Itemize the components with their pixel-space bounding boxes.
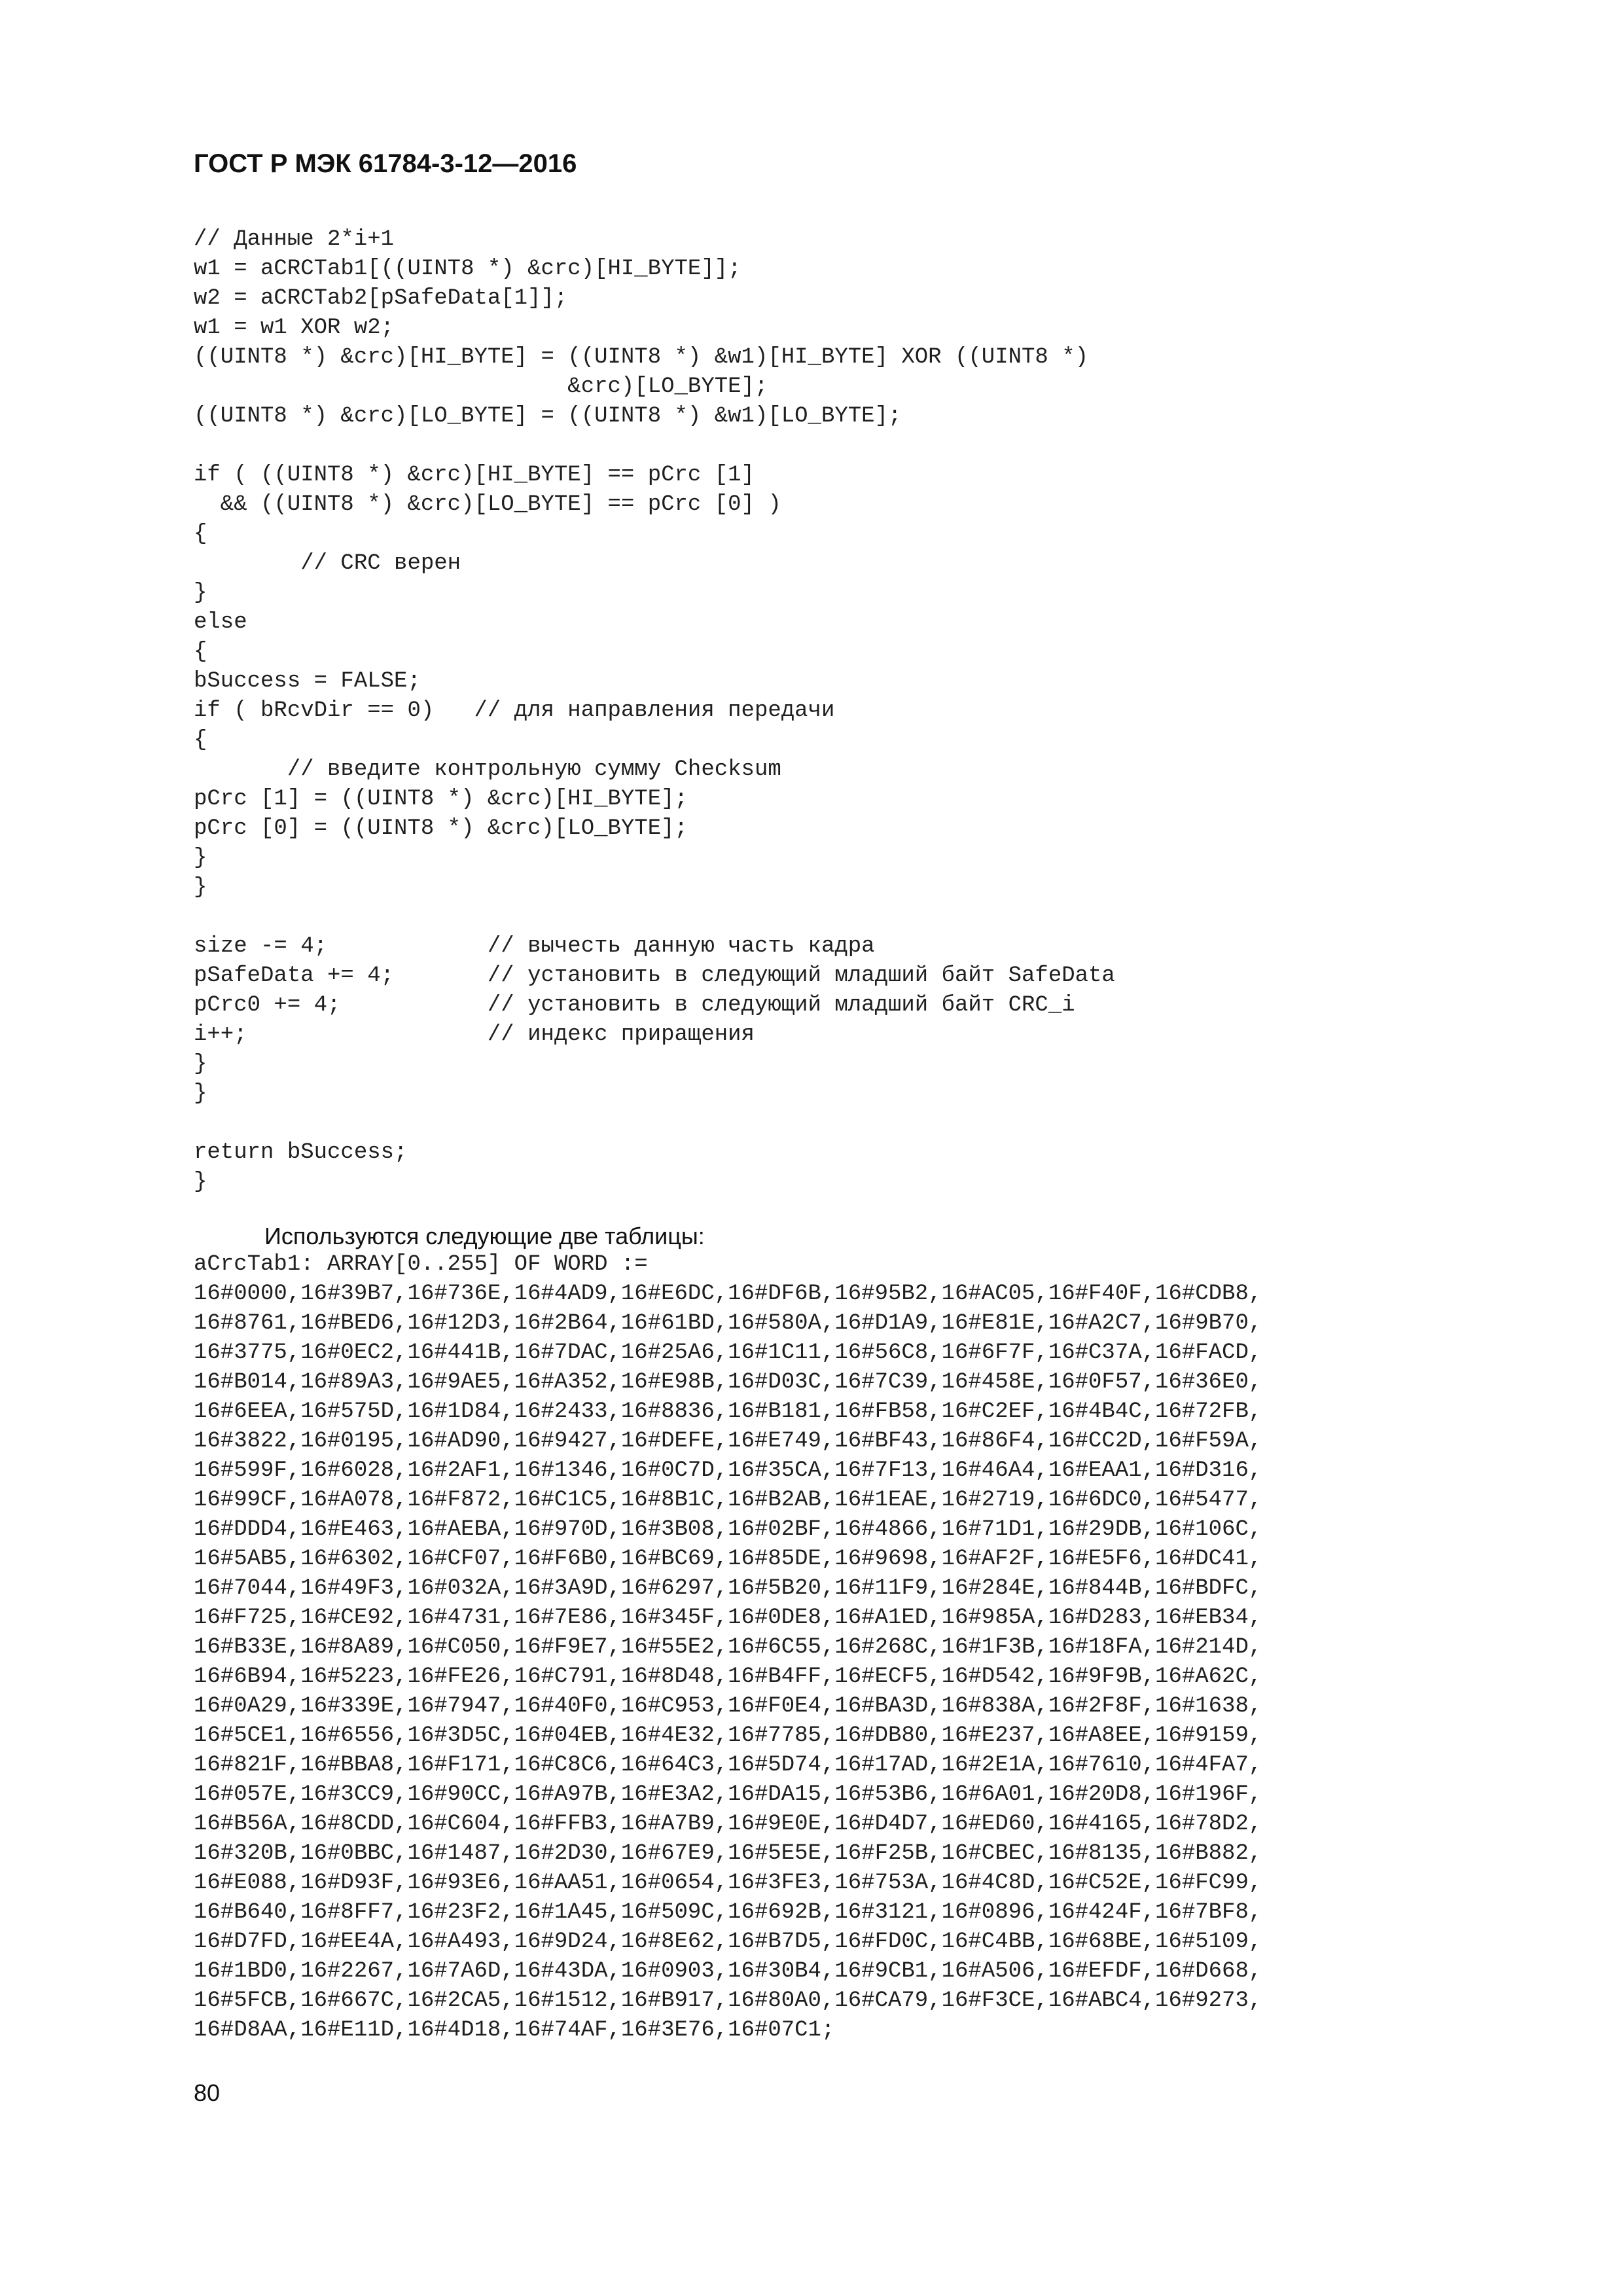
code-line: && ((UINT8 *) &crc)[LO_BYTE] == pCrc [0] ): [194, 492, 781, 517]
table-line: 16#6B94,16#5223,16#FE26,16#C791,16#8D48,16#B4FF,16#ECF5,16#D542,16#9F9B,16#A62C,: [194, 1664, 1262, 1689]
table-line: 16#8761,16#BED6,16#12D3,16#2B64,16#61BD,16#580A,16#D1A9,16#E81E,16#A2C7,16#9B70,: [194, 1311, 1262, 1336]
table-line: 16#99CF,16#A078,16#F872,16#C1C5,16#8B1C,16#B2AB,16#1EAE,16#2719,16#6DC0,16#5477,: [194, 1488, 1262, 1513]
code-line: pCrc [1] = ((UINT8 *) &crc)[HI_BYTE];: [194, 787, 688, 812]
table-line: 16#D7FD,16#EE4A,16#A493,16#9D24,16#8E62,16#B7D5,16#FD0C,16#C4BB,16#68BE,16#5109,: [194, 1929, 1262, 1954]
code-line: w2 = aCRCTab2[pSafeData[1]];: [194, 286, 568, 311]
code-listing: [194, 225, 1115, 1197]
code-line: // Данные 2*i+1: [194, 227, 395, 252]
code-line: if ( bRcvDir == 0) // для направления передачи: [194, 698, 835, 723]
code-line: if ( ((UINT8 *) &crc)[HI_BYTE] == pCrc [1]: [194, 463, 755, 488]
table-line: 16#1BD0,16#2267,16#7A6D,16#43DA,16#0903,16#30B4,16#9CB1,16#A506,16#EFDF,16#D668,: [194, 1959, 1262, 1984]
crc-table-listing: [194, 1250, 1262, 2045]
table-line: 16#5FCB,16#667C,16#2CA5,16#1512,16#B917,16#80A0,16#CA79,16#F3CE,16#ABC4,16#9273,: [194, 1988, 1262, 2013]
table-line: 16#D8AA,16#E11D,16#4D18,16#74AF,16#3E76,16#07C1;: [194, 2018, 835, 2043]
table-line: 16#5CE1,16#6556,16#3D5C,16#04EB,16#4E32,16#7785,16#DB80,16#E237,16#A8EE,16#9159,: [194, 1723, 1262, 1748]
table-line: 16#B56A,16#8CDD,16#C604,16#FFB3,16#A7B9,16#9E0E,16#D4D7,16#ED60,16#4165,16#78D2,: [194, 1812, 1262, 1837]
table-line: 16#5AB5,16#6302,16#CF07,16#F6B0,16#BC69,16#85DE,16#9698,16#AF2F,16#E5F6,16#DC41,: [194, 1547, 1262, 1571]
code-line: size -= 4; // вычесть данную часть кадра: [194, 934, 875, 959]
code-line: // CRC верен: [194, 551, 461, 576]
code-line: [194, 431, 1115, 461]
code-line: }: [194, 581, 207, 605]
code-line: {: [194, 639, 207, 664]
table-line: 16#3775,16#0EC2,16#441B,16#7DAC,16#25A6,16#1C11,16#56C8,16#6F7F,16#C37A,16#FACD,: [194, 1340, 1262, 1365]
code-line: {: [194, 728, 207, 753]
table-line: 16#B33E,16#8A89,16#C050,16#F9E7,16#55E2,16#6C55,16#268C,16#1F3B,16#18FA,16#214D,: [194, 1635, 1262, 1660]
table-line: 16#0000,16#39B7,16#736E,16#4AD9,16#E6DC,16#DF6B,16#95B2,16#AC05,16#F40F,16#CDB8,: [194, 1282, 1262, 1306]
table-line: 16#7044,16#49F3,16#032A,16#3A9D,16#6297,16#5B20,16#11F9,16#284E,16#844B,16#BDFC,: [194, 1576, 1262, 1601]
code-line: w1 = w1 XOR w2;: [194, 315, 395, 340]
table-line: 16#B640,16#8FF7,16#23F2,16#1A45,16#509C,16#692B,16#3121,16#0896,16#424F,16#7BF8,: [194, 1900, 1262, 1925]
code-line: i++; // индекс приращения: [194, 1022, 755, 1047]
table-line: 16#320B,16#0BBC,16#1487,16#2D30,16#67E9,16#5E5E,16#F25B,16#CBEC,16#8135,16#B882,: [194, 1841, 1262, 1866]
table-line: 16#599F,16#6028,16#2AF1,16#1346,16#0C7D,16#35CA,16#7F13,16#46A4,16#EAA1,16#D316,: [194, 1458, 1262, 1483]
code-line: return bSuccess;: [194, 1140, 408, 1165]
code-line: pSafeData += 4; // установить в следующий младший байт SafeData: [194, 963, 1115, 988]
table-line: 16#0A29,16#339E,16#7947,16#40F0,16#C953,16#F0E4,16#BA3D,16#838A,16#2F8F,16#1638,: [194, 1694, 1262, 1719]
code-line: // введите контрольную сумму Checksum: [194, 757, 781, 782]
table-line: aCrcTab1: ARRAY[0..255] OF WORD :=: [194, 1252, 648, 1277]
code-line: pCrc [0] = ((UINT8 *) &crc)[LO_BYTE];: [194, 816, 688, 841]
code-line: [194, 1109, 1115, 1138]
code-line: }: [194, 875, 207, 900]
table-line: 16#3822,16#0195,16#AD90,16#9427,16#DEFE,16#E749,16#BF43,16#86F4,16#CC2D,16#F59A,: [194, 1429, 1262, 1454]
code-line: ((UINT8 *) &crc)[HI_BYTE] = ((UINT8 *) &w1)[HI_BYTE] XOR ((UINT8 *): [194, 345, 1089, 370]
code-line: {: [194, 522, 207, 547]
table-line: 16#821F,16#BBA8,16#F171,16#C8C6,16#64C3,16#5D74,16#17AD,16#2E1A,16#7610,16#4FA7,: [194, 1753, 1262, 1778]
table-line: 16#E088,16#D93F,16#93E6,16#AA51,16#0654,16#3FE3,16#753A,16#4C8D,16#C52E,16#FC99,: [194, 1871, 1262, 1895]
page-number: 80: [194, 2079, 221, 2106]
table-line: 16#057E,16#3CC9,16#90CC,16#A97B,16#E3A2,16#DA15,16#53B6,16#6A01,16#20D8,16#196F,: [194, 1782, 1262, 1807]
code-line: ((UINT8 *) &crc)[LO_BYTE] = ((UINT8 *) &w1)[LO_BYTE];: [194, 404, 902, 429]
code-line: else: [194, 610, 247, 635]
code-line: }: [194, 846, 207, 870]
document-header: ГОСТ Р МЭК 61784-3-12—2016: [194, 149, 577, 178]
code-line: &crc)[LO_BYTE];: [194, 374, 768, 399]
code-line: }: [194, 1170, 207, 1194]
table-line: 16#DDD4,16#E463,16#AEBA,16#970D,16#3B08,16#02BF,16#4866,16#71D1,16#29DB,16#106C,: [194, 1517, 1262, 1542]
code-line: bSuccess = FALSE;: [194, 669, 421, 694]
code-line: pCrc0 += 4; // установить в следующий младший байт CRC_i: [194, 993, 1075, 1018]
code-line: w1 = aCRCTab1[((UINT8 *) &crc)[HI_BYTE]];: [194, 257, 741, 281]
table-line: 16#F725,16#CE92,16#4731,16#7E86,16#345F,16#0DE8,16#A1ED,16#985A,16#D283,16#EB34,: [194, 1605, 1262, 1630]
code-line: [194, 903, 1115, 932]
code-line: }: [194, 1081, 207, 1106]
tables-intro: Используются следующие две таблицы:: [264, 1223, 705, 1249]
code-line: }: [194, 1052, 207, 1077]
table-line: 16#6EEA,16#575D,16#1D84,16#2433,16#8836,16#B181,16#FB58,16#C2EF,16#4B4C,16#72FB,: [194, 1399, 1262, 1424]
table-line: 16#B014,16#89A3,16#9AE5,16#A352,16#E98B,16#D03C,16#7C39,16#458E,16#0F57,16#36E0,: [194, 1370, 1262, 1395]
